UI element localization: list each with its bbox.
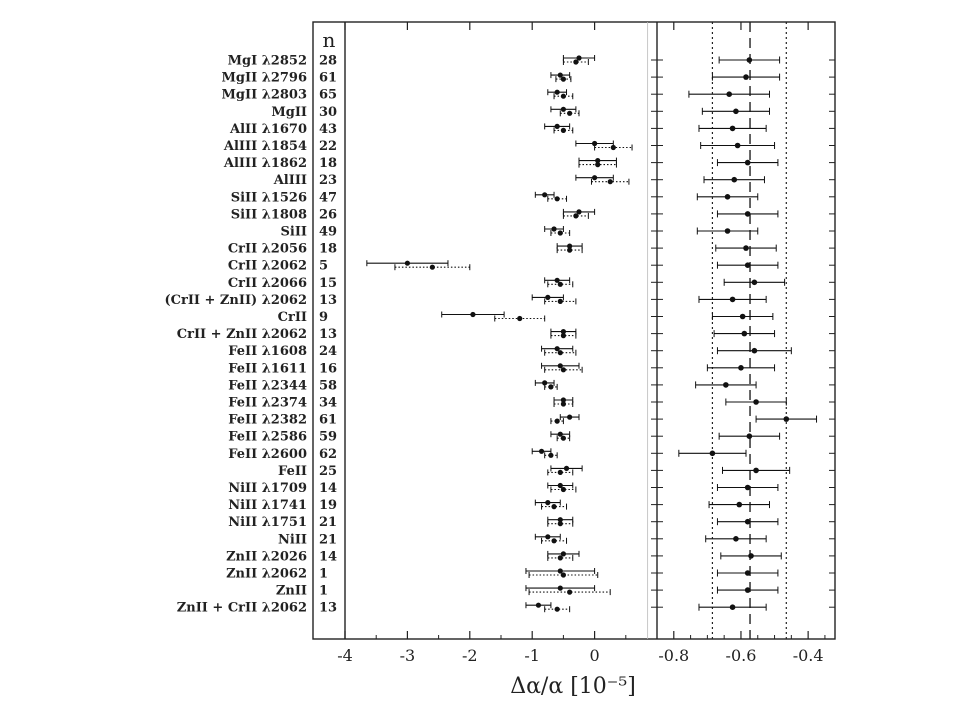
row-count: 13 xyxy=(319,292,338,308)
left-point-solid xyxy=(551,226,556,231)
right-point xyxy=(725,228,731,234)
row-label: AlII λ1670 xyxy=(229,121,307,137)
right-point xyxy=(747,433,753,439)
left-point-dotted xyxy=(567,248,572,253)
row-count: 65 xyxy=(319,87,338,103)
row-count: 62 xyxy=(319,446,338,462)
right-point xyxy=(738,365,744,371)
row-label: FeII λ1608 xyxy=(228,344,307,360)
row-count: 16 xyxy=(319,361,338,377)
right-tick-label: -0.4 xyxy=(792,646,824,665)
data-row xyxy=(228,276,835,291)
left-point-dotted xyxy=(551,538,556,543)
row-count: 18 xyxy=(319,241,338,257)
left-point-solid xyxy=(542,192,547,197)
data-row xyxy=(278,464,835,479)
data-row xyxy=(228,378,835,393)
left-point-solid xyxy=(545,295,550,300)
data-row xyxy=(278,310,835,325)
row-count: 13 xyxy=(319,600,338,616)
row-count: 22 xyxy=(319,139,338,154)
right-point xyxy=(740,314,746,320)
left-point-dotted xyxy=(555,607,560,612)
right-point xyxy=(742,331,748,337)
right-point xyxy=(745,587,751,593)
row-count: 14 xyxy=(319,549,338,565)
left-point-dotted xyxy=(611,145,616,150)
row-count: 28 xyxy=(319,53,338,69)
row-label: FeII λ2600 xyxy=(228,446,307,462)
left-point-dotted xyxy=(555,196,560,201)
data-row xyxy=(276,584,835,599)
data-row xyxy=(228,242,835,257)
row-count: 47 xyxy=(319,190,338,206)
right-point xyxy=(745,570,751,576)
data-rows xyxy=(164,54,835,616)
row-label: MgII λ2803 xyxy=(221,87,307,103)
left-point-dotted xyxy=(567,111,572,116)
right-tick-label: -0.8 xyxy=(658,646,690,665)
row-label: ZnII λ2026 xyxy=(226,549,307,565)
data-row xyxy=(228,481,835,496)
row-label: NiII λ1709 xyxy=(228,481,307,496)
left-point-dotted xyxy=(561,367,566,372)
data-row xyxy=(231,207,835,222)
left-point-solid xyxy=(558,586,563,591)
row-label: ZnII + CrII λ2062 xyxy=(176,600,307,616)
data-row xyxy=(226,567,835,582)
left-point-solid xyxy=(545,534,550,539)
row-count: 58 xyxy=(319,378,338,394)
row-label: FeII λ2586 xyxy=(228,429,307,445)
row-count: 1 xyxy=(319,566,329,582)
data-row xyxy=(177,601,835,616)
data-row xyxy=(228,396,835,411)
data-row xyxy=(278,532,835,547)
row-label: MgII xyxy=(271,104,307,120)
row-count: 5 xyxy=(319,258,329,274)
data-row xyxy=(223,139,835,154)
right-point xyxy=(745,211,751,217)
row-label: SiII λ1526 xyxy=(230,190,307,206)
row-label: FeII λ2382 xyxy=(228,412,307,428)
right-point xyxy=(731,177,737,183)
right-point xyxy=(730,604,736,610)
left-point-dotted xyxy=(595,162,600,167)
row-label: FeII λ1611 xyxy=(228,361,307,377)
row-count: 59 xyxy=(319,429,338,445)
data-row xyxy=(281,225,836,240)
right-point xyxy=(752,280,758,286)
left-point-dotted xyxy=(567,590,572,595)
left-point-dotted xyxy=(548,384,553,389)
left-point-dotted xyxy=(430,265,435,270)
left-point-dotted xyxy=(558,350,563,355)
row-count: 24 xyxy=(319,344,338,360)
left-point-dotted xyxy=(555,419,560,424)
left-point-solid xyxy=(555,90,560,95)
row-count: 43 xyxy=(319,121,338,137)
right-point xyxy=(748,553,754,559)
row-label: CrII λ2056 xyxy=(227,241,307,257)
left-point-solid xyxy=(470,312,475,317)
row-label: ZnII λ2062 xyxy=(226,566,307,582)
row-label: ZnII xyxy=(275,583,307,599)
right-point xyxy=(726,91,732,97)
row-label: SiII λ1808 xyxy=(230,207,307,223)
right-point xyxy=(747,57,753,63)
row-count: 34 xyxy=(319,395,338,411)
row-label: AlIII xyxy=(273,173,307,189)
row-count: 19 xyxy=(319,498,338,514)
row-count: 30 xyxy=(319,104,338,120)
right-point xyxy=(730,126,736,132)
left-point-dotted xyxy=(561,401,566,406)
row-count: 14 xyxy=(319,481,338,496)
left-point-dotted xyxy=(551,504,556,509)
data-row xyxy=(228,447,835,462)
left-tick-label: -3 xyxy=(399,646,416,665)
x-axis-title: Δα/α [10⁻⁵] xyxy=(510,674,636,699)
left-tick-label: -1 xyxy=(524,646,540,665)
left-point-dotted xyxy=(548,453,553,458)
right-point xyxy=(745,262,751,268)
left-point-dotted xyxy=(561,487,566,492)
row-label: NiII xyxy=(278,532,307,548)
data-row xyxy=(228,54,835,69)
right-point xyxy=(745,160,751,166)
n-header: n xyxy=(322,28,336,52)
right-point xyxy=(736,502,742,508)
left-point-dotted xyxy=(558,470,563,475)
data-row xyxy=(164,293,835,308)
left-point-dotted xyxy=(573,213,578,218)
right-point xyxy=(735,143,741,149)
right-point xyxy=(743,74,749,80)
row-count: 21 xyxy=(319,532,338,548)
left-tick-label: -4 xyxy=(337,646,353,665)
left-point-dotted xyxy=(561,94,566,99)
left-point-dotted xyxy=(573,59,578,64)
guide-lines xyxy=(648,22,787,639)
row-label: FeII λ2374 xyxy=(228,395,307,411)
right-point xyxy=(743,245,749,251)
data-row xyxy=(177,327,835,342)
row-label: NiII λ1751 xyxy=(228,515,307,531)
data-row xyxy=(228,259,835,274)
row-count: 23 xyxy=(319,173,338,189)
right-point xyxy=(710,451,716,457)
left-point-dotted xyxy=(558,521,563,526)
data-row xyxy=(229,122,835,137)
left-point-dotted xyxy=(558,299,563,304)
row-label: SiII xyxy=(280,224,307,240)
right-point xyxy=(730,297,736,303)
right-tick-label: -0.6 xyxy=(725,646,757,665)
row-count: 15 xyxy=(319,275,338,291)
row-label: MgII λ2796 xyxy=(221,70,307,86)
right-point xyxy=(784,416,790,422)
right-point xyxy=(745,485,751,491)
frame xyxy=(313,22,835,639)
data-row xyxy=(228,413,835,428)
data-row xyxy=(228,344,835,359)
right-point xyxy=(725,194,731,200)
row-count: 49 xyxy=(319,224,338,240)
left-point-dotted xyxy=(558,555,563,560)
row-count: 61 xyxy=(319,412,338,428)
row-count: 21 xyxy=(319,515,338,531)
data-row xyxy=(228,498,835,513)
data-row xyxy=(228,430,835,445)
row-count: 26 xyxy=(319,207,338,223)
left-point-solid xyxy=(545,500,550,505)
right-point xyxy=(753,468,759,474)
left-tick-label: -2 xyxy=(462,646,478,665)
row-count: 61 xyxy=(319,70,338,86)
right-point xyxy=(753,399,759,405)
data-row xyxy=(223,156,835,171)
row-label: NiII λ1741 xyxy=(228,498,307,514)
left-point-dotted xyxy=(558,230,563,235)
left-point-dotted xyxy=(561,572,566,577)
left-point-solid xyxy=(405,261,410,266)
left-point-solid xyxy=(592,175,597,180)
row-label: (CrII + ZnII) λ2062 xyxy=(164,292,307,308)
row-count: 18 xyxy=(319,156,338,172)
left-point-solid xyxy=(539,449,544,454)
x-ticks xyxy=(337,22,825,665)
left-point-dotted xyxy=(561,77,566,82)
data-row xyxy=(228,515,835,530)
row-count: 25 xyxy=(319,463,338,479)
right-point xyxy=(733,536,739,542)
right-point xyxy=(745,519,751,525)
left-point-dotted xyxy=(561,128,566,133)
data-row xyxy=(226,549,835,564)
row-label: MgI λ2852 xyxy=(227,53,307,69)
left-point-dotted xyxy=(558,282,563,287)
left-point-dotted xyxy=(561,333,566,338)
row-label: CrII + ZnII λ2062 xyxy=(176,327,307,343)
right-point xyxy=(733,109,739,115)
left-point-dotted xyxy=(608,179,613,184)
plot-frame xyxy=(313,22,835,639)
data-row xyxy=(228,361,835,376)
data-row xyxy=(231,190,835,205)
row-label: CrII xyxy=(277,310,307,325)
row-count: 1 xyxy=(319,583,329,599)
left-point-solid xyxy=(555,124,560,129)
row-label: CrII λ2066 xyxy=(227,275,307,291)
right-point xyxy=(723,382,729,388)
right-point xyxy=(752,348,758,354)
left-point-dotted xyxy=(561,436,566,441)
left-tick-label: 0 xyxy=(589,646,600,665)
left-point-dotted xyxy=(517,316,522,321)
row-label: AlIII λ1854 xyxy=(223,139,307,154)
row-count: 9 xyxy=(319,310,329,325)
left-point-solid xyxy=(536,603,541,608)
row-label: FeII λ2344 xyxy=(228,378,307,394)
left-point-solid xyxy=(564,466,569,471)
row-label: AlIII λ1862 xyxy=(223,156,307,172)
row-label: CrII λ2062 xyxy=(227,258,307,274)
left-point-solid xyxy=(561,107,566,112)
row-label: FeII xyxy=(278,463,307,479)
row-count: 13 xyxy=(319,327,338,343)
left-point-solid xyxy=(567,415,572,420)
